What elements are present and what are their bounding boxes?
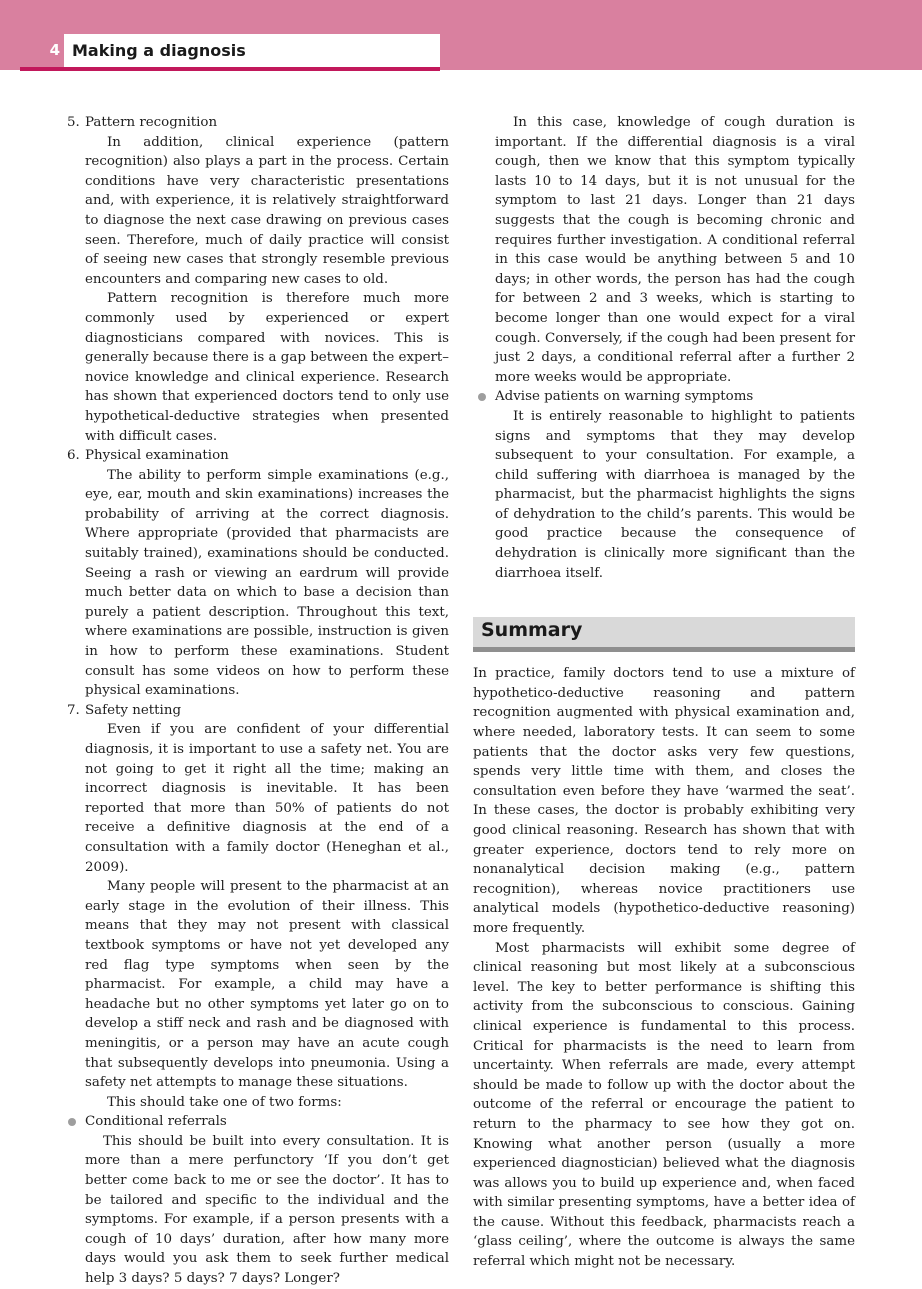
item-title: Safety netting [85,702,182,718]
list-item-safety-netting [63,701,449,721]
bullet-icon [68,1118,76,1126]
paragraph: In this case, knowledge of cough duration is important. If the differential diagnosis is a viral cough, then we know that this symptom typically lasts 10 to 14 days, but it is not unusual for the symptom to last 21 days. Longer than 21 days suggests that the cough is becoming chronic and requires further investigation. A conditional referral in this case would be anything between 5 and 10 days; in other words, the person has had the cough for between 2 and 3 weeks, which is starting to become longer than one would expect for a viral cough. Conversely, if the cough had been present for just 2 days, a conditional referral after a further 2 more weeks would be appropriate. [495,115,855,385]
summary-heading: Summary [481,619,583,642]
page-number: 4 [49,41,60,59]
bullet-title: Conditional referrals [85,1114,227,1130]
bullet-title: Advise patients on warning symptoms [495,389,754,405]
paragraph: This should be built into every consultation. It is more than a mere perfunctory ‘If you don’t get better come back to me or see the doctor’. It has to be tailored and specific to the individual and the symptoms. For example, if a person presents with a cough of 10 days’ duration, after how many more days would you ask them to seek further medical help 3 days? 5 days? 7 days? Longer? [85,1133,449,1287]
chapter-title: Making a diagnosis [72,41,246,60]
item-number: 6. [67,448,80,464]
paragraph: This should take one of two forms: [107,1094,342,1110]
page-number-tab [20,34,64,67]
paragraph: The ability to perform simple examinations (e.g., eye, ear, mouth and skin examinations) increases the probability of arriving at the correct diagnosis. Where appropriate (provided that pharmacists are suitably trained), examinations should be conducted. Seeing a rash or viewing an eardrum will provide much better data on which to base a decision than purely a patient description. Throughout this text, where examinations are possible, instruction is given in how to perform these examinations. Student consult has some videos on how to perform these physical examinations. [85,467,449,699]
left-column [63,113,449,1289]
right-column [473,113,855,1272]
running-header [20,34,440,71]
item-number: 7. [67,702,80,718]
paragraph: Pattern recognition is therefore much more commonly used by experienced or expert diagnosticians compared with novices. This is generally because there is a gap between the expert–novice knowledge and clinical experience. Research has shown that experienced doctors tend to only use hypothetical-deductive strategies when presented with difficult cases. [85,291,449,444]
item-title: Pattern recognition [85,115,218,130]
paragraph: Even if you are confident of your differential diagnosis, it is important to use a safety net. You are not going to get it right all the time; making an incorrect diagnosis is inevitable. It has been reported that more than 50% of patients do not receive a definitive diagnosis at the end of a consultation with a family doctor (Heneghan et al., 2009). [85,722,449,875]
bullet-warning-symptoms [473,387,855,407]
list-item-pattern-recognition [63,113,449,133]
item-title: Physical examination [85,448,229,464]
paragraph: It is entirely reasonable to highlight to patients signs and symptoms that they may develop subsequent to your consultation. For example, a child suffering with diarrhoea is managed by the pharmacist, but the pharmacist highlights the signs of dehydration to the child’s parents. This would be good practice because the consequence of dehydration is clinically more significant than the diarrhoea itself. [495,408,855,581]
bullet-conditional-referrals [63,1112,449,1132]
paragraph: In practice, family doctors tend to use a mixture of hypothetico-deductive reasoning and pattern recognition augmented with physical examination and, where needed, laboratory tests. It can seem to some patients that the doctor asks very few questions, spends very little time with them, and closes the consultation even before they have ‘warmed the seat’. In these cases, the doctor is probably exhibiting very good clinical reasoning. Research has shown that with greater experience, doctors tend to rely more on nonanalytical decision making (e.g., pattern recognition), whereas novice practitioners use analytical models (hypothetico-deductive reasoning) more frequently. [473,666,855,936]
bullet-icon [478,393,486,401]
item-number: 5. [67,115,80,130]
summary-heading-box [473,617,855,652]
list-item-physical-examination [63,446,449,466]
paragraph: In addition, clinical experience (pattern recognition) also plays a part in the process. Certain conditions have very characteristic presentations and, with experience, it is relatively straightforward to diagnose the next case drawing on previous cases seen. Therefore, much of daily practice will consist of seeing new cases that strongly resemble previous encounters and comparing new cases to old. [85,134,449,287]
paragraph: Most pharmacists will exhibit some degree of clinical reasoning but most likely at a subconscious level. The key to better performance is shifting this activity from the subconscious to conscious. Gaining clinical experience is fundamental to this process. Critical for pharmacists is the need to learn from uncertainty. When referrals are made, every attempt should be made to follow up with the doctor about the outcome of the referral or encourage the patient to return to the pharmacy to see how they got on. Knowing what another person (usually a more experienced diagnostician) believed what the diagnosis was allows you to build up experience and, when faced with similar presenting symptoms, have a better idea of the cause. Without this feedback, pharmacists reach a ‘glass ceiling’, where the outcome is always the same referral which might not be necessary. [473,940,855,1270]
paragraph: Many people will present to the pharmacist at an early stage in the evolution of their illness. This means that they may not present with classical textbook symptoms or have not yet developed any red flag type symptoms when seen by the pharmacist. For example, a child may have a headache but no other symptoms yet later go on to develop a stiff neck and rash and be diagnosed with meningitis, or a person may have an acute cough that subsequently develops into pneumonia. Using a safety net attempts to manage these situations. [85,879,449,1091]
